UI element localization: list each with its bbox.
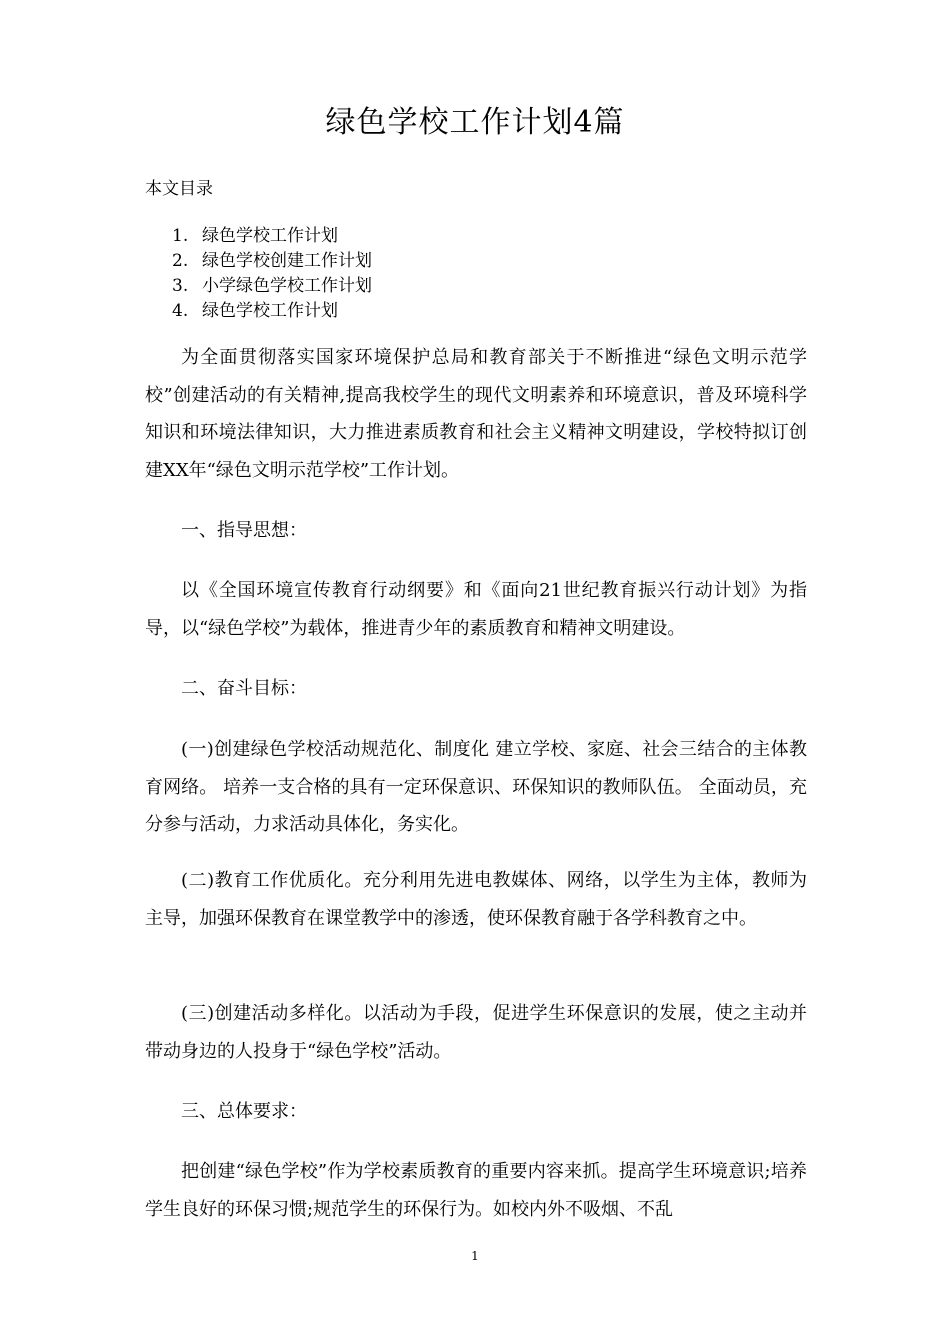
toc-item[interactable]: [172, 274, 372, 299]
toc-item-label: 绿色学校工作计划: [202, 301, 338, 321]
intro-paragraph: 为全面贯彻落实国家环境保护总局和教育部关于不断推进“绿色文明示范学校”创建活动的有关精神,提高我校学生的现代文明素养和环境意识，普及环境科学知识和环境法律知识，大力推进素质教育和社会主义精神文明建设，学校特拟订创建XX年“绿色文明示范学校”工作计划。: [145, 347, 807, 481]
guiding-ideology-paragraph: 以《全国环境宣传教育行动纲要》和《面向21世纪教育振兴行动计划》为指导，以“绿色学校”为载体，推进青少年的素质教育和精神文明建设。: [145, 580, 807, 639]
toc-list: [172, 224, 372, 324]
section-heading-guiding-ideology: 一、指导思想：: [181, 520, 307, 541]
toc-item-label: 绿色学校创建工作计划: [202, 251, 372, 271]
toc-item[interactable]: [172, 224, 372, 249]
toc-item[interactable]: [172, 249, 372, 274]
page-number: 1: [471, 1249, 479, 1263]
requirements-paragraph: 把创建“绿色学校”作为学校素质教育的重要内容来抓。提高学生环境意识;培养学生良好的环保习惯;规范学生的环保行为。如校内外不吸烟、不乱: [145, 1161, 807, 1220]
goal-paragraph-2: (二)教育工作优质化。充分利用先进电教媒体、网络，以学生为主体，教师为主导，加强环保教育在课堂教学中的渗透，使环保教育融于各学科教育之中。: [145, 870, 807, 929]
goal-paragraph-3: (三)创建活动多样化。以活动为手段，促进学生环保意识的发展，使之主动并带动身边的人投身于“绿色学校”活动。: [145, 1003, 807, 1062]
toc-heading: 本文目录: [145, 179, 213, 199]
goal-paragraph-1: (一)创建绿色学校活动规范化、制度化 建立学校、家庭、社会三结合的主体教育网络。 培养一支合格的具有一定环保意识、环保知识的教师队伍。 全面动员，充分参与活动，力求活动具体化，务实化。: [145, 739, 807, 835]
toc-item-number: 4.: [172, 301, 189, 321]
toc-item-label: 绿色学校工作计划: [202, 226, 338, 246]
section-heading-requirements: 三、总体要求：: [181, 1101, 307, 1122]
toc-item-number: 2.: [172, 251, 189, 271]
toc-item-number: 3.: [172, 276, 189, 296]
section-heading-goals: 二、奋斗目标：: [181, 678, 307, 699]
document-title: 绿色学校工作计划4篇: [325, 105, 625, 140]
toc-item[interactable]: [172, 299, 372, 324]
toc-item-label: 小学绿色学校工作计划: [202, 276, 372, 296]
toc-item-number: 1.: [172, 226, 189, 246]
